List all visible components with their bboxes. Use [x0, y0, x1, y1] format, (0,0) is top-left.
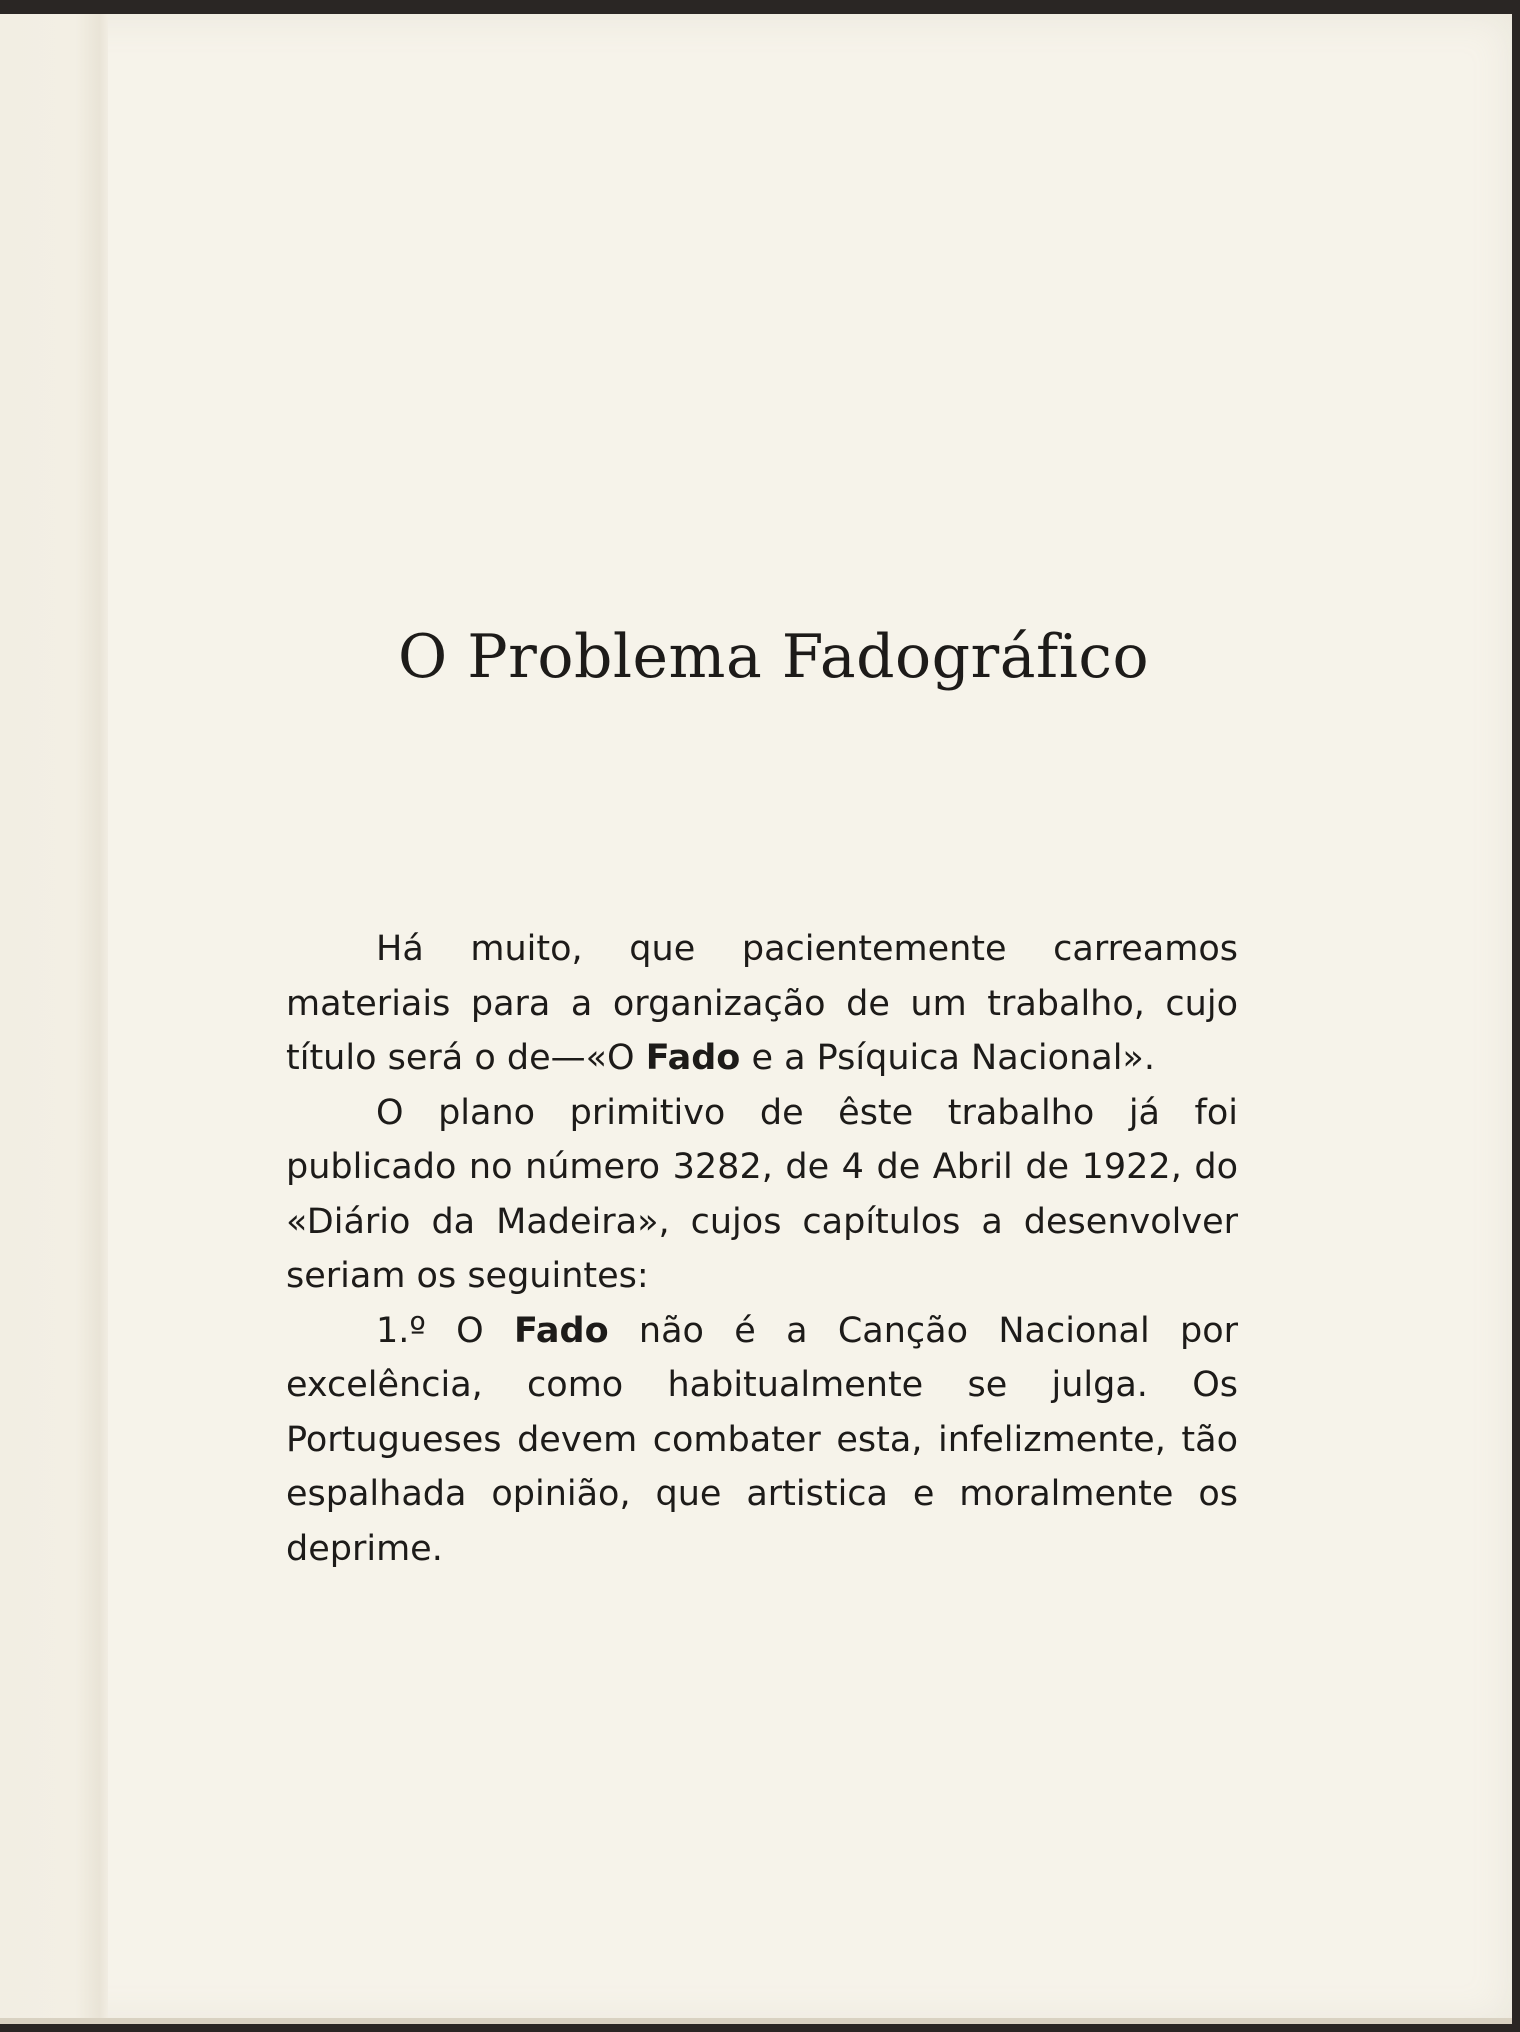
page-gutter: [0, 14, 108, 2024]
body-text: [286, 922, 1238, 1576]
bold-term: Fado: [514, 1310, 609, 1351]
chapter-title: O Problema Fadográfico: [398, 622, 1150, 692]
page-bottom-edge: [0, 2018, 1512, 2024]
paragraph-1: Há muito, que pacientemente carreamos materiais para a organização de um trabalho, cujo título será o de—«O Fado e a Psíquica Nacional».: [286, 929, 1238, 1078]
book-page: [0, 14, 1512, 2024]
paragraph-3: 1.º O Fado não é a Canção Nacional por excelência, como habitualmente se julga. Os Portugueses devem combater esta, infelizmente, tão espalhada opinião, que artistica e moralmente os deprime.: [286, 1310, 1239, 1569]
bold-term: Fado: [645, 1038, 741, 1078]
paragraph-2: O plano primitivo de êste trabalho já foi publicado no número 3282, de 4 de Abril de 1922, do «Diário da Madeira», cujos capítulos a desenvolver seriam os seguintes:: [286, 1092, 1238, 1296]
